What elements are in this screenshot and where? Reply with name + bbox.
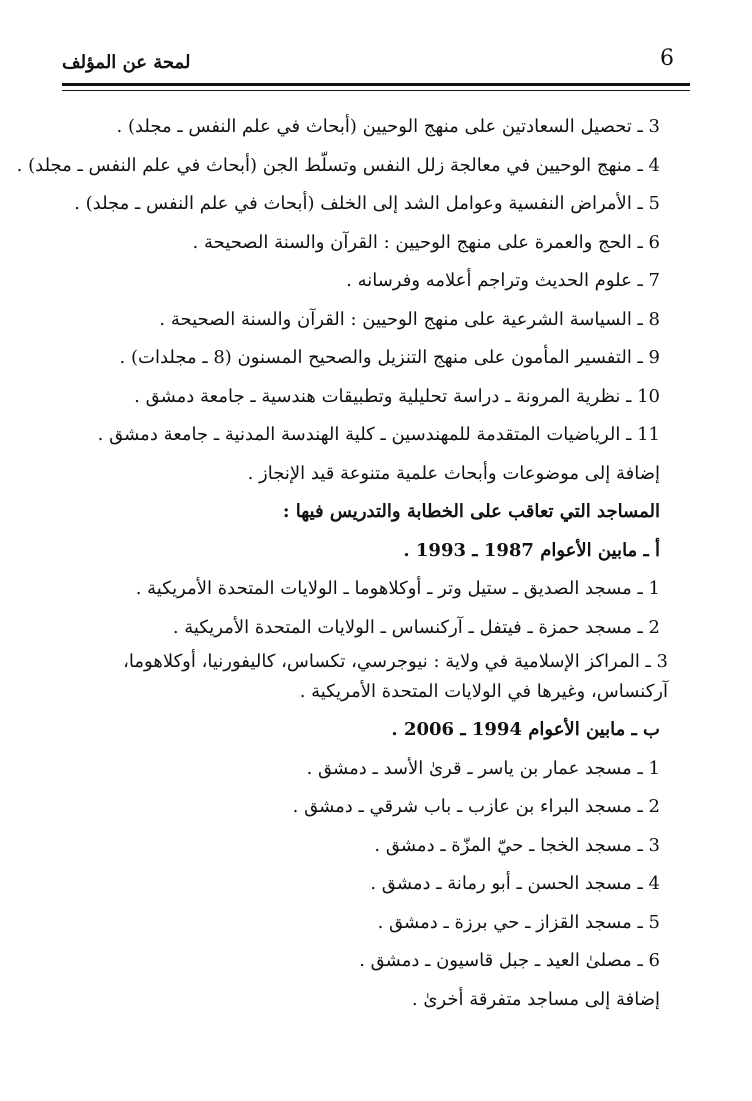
mosques-note: إضافة إلى مساجد متفرقة أخرىٰ . xyxy=(411,988,660,1010)
page-header xyxy=(40,42,712,82)
mosque-item-centers-line2: آركنساس، وغيرها في الولايات المتحدة الأمريكية . xyxy=(299,681,668,702)
mosque-item: 3 ـ مسجد الخجا ـ حيّ المزّة ـ دمشق . xyxy=(374,834,660,856)
book-item: 4 ـ منهج الوحيين في معالجة زلل النفس وتسلّط الجن (أبحاث في علم النفس ـ مجلد) . xyxy=(16,154,660,176)
mosque-item: 4 ـ مسجد الحسن ـ أبو رمانة ـ دمشق . xyxy=(370,873,660,894)
period-a-title: أ ـ مابين الأعوام 1987 ـ 1993 . xyxy=(403,539,660,561)
books-note: إضافة إلى موضوعات وأبحاث علمية متنوعة قيد الإنجاز . xyxy=(247,462,660,484)
mosque-item: 2 ـ مسجد حمزة ـ فيتفل ـ آركنساس ـ الولايات المتحدة الأمريكية . xyxy=(172,616,660,638)
book-item: 6 ـ الحج والعمرة على منهج الوحيين : القرآن والسنة الصحيحة . xyxy=(192,231,660,253)
running-title: لمحة عن المؤلف xyxy=(62,52,191,73)
mosque-item: 5 ـ مسجد القزاز ـ حي برزة ـ دمشق . xyxy=(377,911,660,933)
mosque-item: 2 ـ مسجد البراء بن عازب ـ باب شرقي ـ دمشق . xyxy=(292,796,660,817)
book-item: 9 ـ التفسير المأمون على منهج التنزيل والصحيح المسنون (8 ـ مجلدات) . xyxy=(119,347,660,368)
book-item: 3 ـ تحصيل السعادتين على منهج الوحيين (أبحاث في علم النفس ـ مجلد) . xyxy=(116,116,660,137)
mosque-item: 1 ـ مسجد عمار بن ياسر ـ قرىٰ الأسد ـ دمشق . xyxy=(306,757,660,779)
mosque-item: 6 ـ مصلىٰ العيد ـ جبل قاسيون ـ دمشق . xyxy=(359,950,660,971)
header-rule-thin xyxy=(62,90,690,91)
page-number: 6 xyxy=(660,46,674,71)
book-item: 11 ـ الرياضيات المتقدمة للمهندسين ـ كلية الهندسة المدنية ـ جامعة دمشق . xyxy=(97,424,660,445)
mosques-heading: المساجد التي تعاقب على الخطابة والتدريس فيها : xyxy=(282,501,660,522)
book-item: 5 ـ الأمراض النفسية وعوامل الشد إلى الخلف (أبحاث في علم النفس ـ مجلد) . xyxy=(74,193,660,214)
book-item: 8 ـ السياسة الشرعية على منهج الوحيين : القرآن والسنة الصحيحة . xyxy=(159,308,660,330)
book-item: 7 ـ علوم الحديث وتراجم أعلامه وفرسانه . xyxy=(346,270,660,291)
mosque-item-centers-line1: 3 ـ المراكز الإسلامية في ولاية : نيوجرسي، تكساس، كاليفورنيا، أوكلاهوما، xyxy=(123,651,668,672)
header-rule-thick xyxy=(62,83,690,86)
mosque-item: 1 ـ مسجد الصديق ـ ستيل وتر ـ أوكلاهوما ـ الولايات المتحدة الأمريكية . xyxy=(135,578,660,599)
mosque-item-centers xyxy=(0,647,668,707)
book-item: 10 ـ نظرية المرونة ـ دراسة تحليلية وتطبيقات هندسية ـ جامعة دمشق . xyxy=(134,385,660,407)
period-b-title: ب ـ مابين الأعوام 1994 ـ 2006 . xyxy=(391,719,660,740)
page-body xyxy=(16,108,668,1019)
